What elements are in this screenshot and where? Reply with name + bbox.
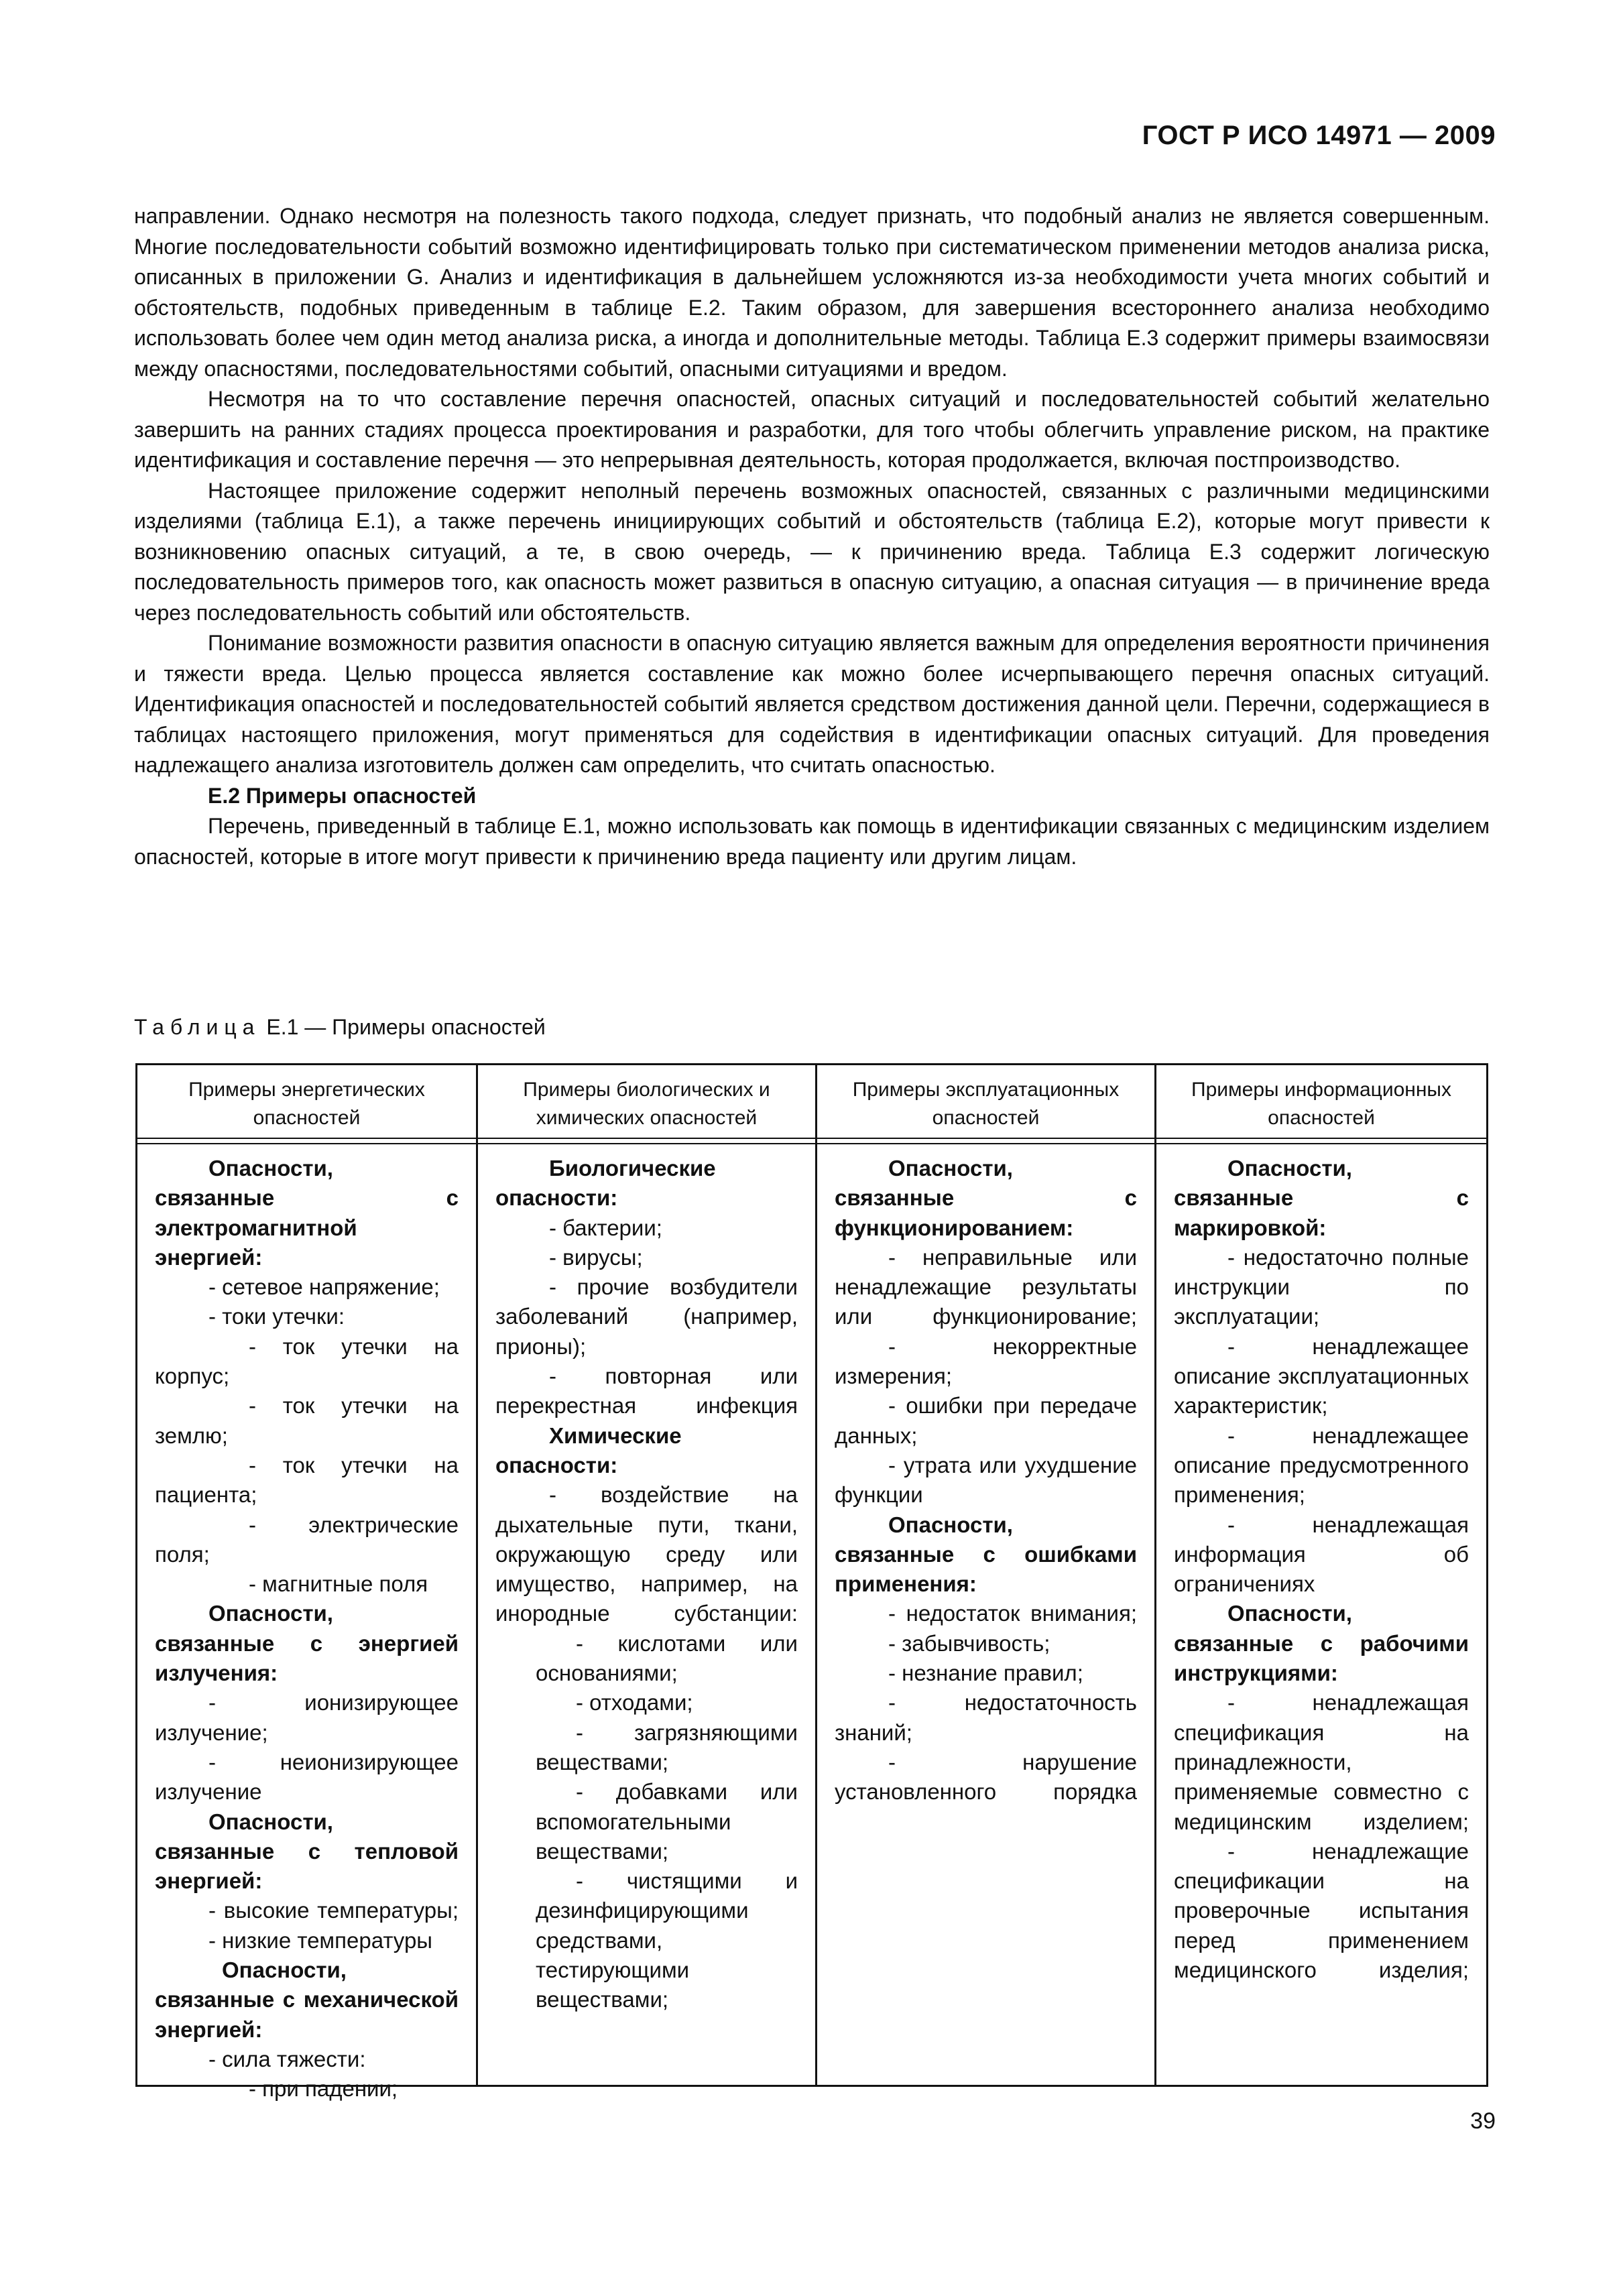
column-header-informational: Примеры информационных опасностей <box>1191 1079 1451 1129</box>
table-caption-title: Е.1 — Примеры опасностей <box>260 1015 546 1039</box>
table-cell-item: - ненадлежащие спецификации на проверочные испытания перед применением медицинского изделия; <box>1174 1838 1469 1983</box>
table-cell-item: - забывчивость; <box>888 1630 1050 1656</box>
table-cell-item: - ток утечки на пациента; <box>155 1452 459 1508</box>
table-cell-item: - незнание правил; <box>888 1660 1083 1686</box>
paragraph-3: Настоящее приложение содержит неполный перечень возможных опасностей, связанных с различными медицинскими изделиями (таблица Е.1), а также перечень инициирующих событий и обстоятельств (таблица Е.2), которые могут привести к возникновению опасных ситуаций, а те, в свою очередь, — к причинению вреда. Таблица Е.3 содержит логическую последовательность примеров того, как опасность может развиться в опасную ситуацию, а опасная ситуация — в причинение вреда через последовательность событий или обстоятельств. <box>134 478 1490 625</box>
body-text <box>134 201 1490 872</box>
table-cell-item: - ионизирующее излучение; <box>155 1690 459 1745</box>
table-cell-item: - токи утечки: <box>208 1304 345 1329</box>
table-cell-item: - ток утечки на землю; <box>155 1393 459 1448</box>
table-cell-item: - недостаток внимания; <box>888 1601 1137 1626</box>
table-cell-item: - сила тяжести: <box>208 2046 366 2071</box>
paragraph-4: Понимание возможности развития опасности в опасную ситуацию является важным для определения вероятности причинения и тяжести вреда. Целью процесса является составление как можно более исчерпывающего перечня опасных ситуаций. Идентификация опасностей и последовательностей событий является средством достижения данной цели. Перечни, содержащиеся в таблицах настоящего приложения, могут применяться для содействия в идентификации опасных ситуаций. Для проведения надлежащего анализа изготовитель должен сам определить, что считать опасностью. <box>134 631 1490 777</box>
table-cell-item: - отходами; <box>576 1690 693 1715</box>
table-cell-item: - загрязняющими веществами; <box>536 1719 798 1774</box>
table-cell-item: - воздействие на дыхательные пути, ткани, окружающую среду или имущество, например, на инородные субстанции: <box>495 1482 798 1626</box>
table-caption <box>134 1012 546 1042</box>
page-number: 39 <box>1470 2108 1496 2134</box>
table-cell-item: - утрата или ухудшение функции <box>835 1452 1137 1508</box>
table-column-operational <box>815 1065 1154 2085</box>
table-cell-item: Опасности, связанные с механической энергией: <box>155 1957 459 2042</box>
table-caption-label: Таблица <box>134 1015 261 1039</box>
table-cell-item: - магнитные поля <box>249 1571 428 1597</box>
table-column-biochem <box>476 1065 815 2085</box>
table-cell-item: - ненадлежащее описание предусмотренного применения; <box>1174 1423 1469 1508</box>
table-cell-item: - ненадлежащее описание эксплуатационных характеристик; <box>1174 1333 1469 1418</box>
table-cell-item: - неправильные или ненадлежащие результаты или функционирование; <box>835 1244 1137 1329</box>
table-cell-item: - чистящими и дезинфицирующими средствами, тестирующими веществами; <box>536 1868 798 2012</box>
table-cell-item: Опасности, связанные с рабочими инструкциями: <box>1174 1601 1469 1686</box>
table-column-energy <box>137 1065 476 2102</box>
table-cell-item: - низкие температуры <box>208 1927 433 1953</box>
table-cell-item: - неионизирующее излучение <box>155 1749 459 1805</box>
table-cell-item: - прочие возбудители заболеваний (например, прионы); <box>495 1274 798 1359</box>
table-cell-item: Биологические опасности: <box>495 1156 716 1211</box>
column-header-operational: Примеры эксплуатационных опасностей <box>852 1079 1120 1129</box>
section-heading: Е.2 Примеры опасностей <box>208 783 477 808</box>
hazards-table <box>135 1063 1488 2102</box>
paragraph-2: Несмотря на то что составление перечня опасностей, опасных ситуаций и последовательностей событий желательно завершить на ранних стадиях процесса проектирования и разработки, для того чтобы облегчить управление риском, на практике идентификация и составление перечня — это непрерывная деятельность, которая продолжается, включая постпроизводство. <box>134 387 1490 472</box>
table-cell-item: - ток утечки на корпус; <box>155 1333 459 1389</box>
table-cell-item: Опасности, связанные с тепловой энергией: <box>155 1809 459 1894</box>
header-divider <box>817 1138 1154 1144</box>
table-cell-item: - высокие температуры; <box>208 1898 459 1923</box>
table-cell-item: - добавками или вспомогательными веществами; <box>536 1779 798 1864</box>
table-cell-item: - ненадлежащая информация об ограничениях <box>1174 1512 1469 1597</box>
table-column-informational <box>1154 1065 1486 2085</box>
table-cell-item: Опасности, связанные с маркировкой: <box>1174 1156 1469 1240</box>
table-cell-item: - вирусы; <box>549 1244 643 1270</box>
table-cell-item: - ненадлежащая спецификация на принадлежности, применяемые совместно с медицинским изделием; <box>1174 1690 1469 1834</box>
table-cell-item: Опасности, связанные с энергией излучения: <box>155 1601 459 1686</box>
table-cell-item: Опасности, связанные с ошибками применения: <box>835 1512 1137 1597</box>
table-cell-item: - недостаточно полные инструкции по эксплуатации; <box>1174 1244 1469 1329</box>
table-cell-item: - при падении; <box>249 2076 398 2102</box>
paragraph-1: направлении. Однако несмотря на полезность такого подхода, следует признать, что подобный анализ не является совершенным. Многие последовательности событий возможно идентифицировать только при систематическом применении методов анализа риска, описанных в приложении G. Анализ и идентификация в дальнейшем усложняются из-за необходимости учета многих событий и обстоятельств, подобных приведенным в таблице Е.2. Таким образом, для завершения всестороннего анализа необходимо использовать более чем один метод анализа риска, а иногда и дополнительные методы. Таблица Е.3 содержит примеры взаимосвязи между опасностями, последовательностями событий, опасными ситуациями и вредом. <box>134 204 1490 381</box>
table-cell-item: - некорректные измерения; <box>835 1333 1137 1389</box>
table-cell-item: - сетевое напряжение; <box>208 1274 440 1300</box>
column-header-energy: Примеры энергетических опасностей <box>188 1079 425 1129</box>
table-cell-item: Опасности, связанные с электромагнитной энергией: <box>155 1156 459 1270</box>
document-header: ГОСТ Р ИСО 14971 — 2009 <box>1142 121 1496 150</box>
table-cell-item: - повторная или перекрестная инфекция <box>495 1364 798 1418</box>
table-cell-item: Опасности, связанные с функционированием: <box>835 1156 1137 1240</box>
header-divider <box>1156 1138 1486 1144</box>
table-cell-item: - нарушение установленного порядка <box>835 1749 1137 1805</box>
table-cell-item: - электрические поля; <box>155 1512 459 1567</box>
table-cell-item: - бактерии; <box>549 1215 662 1240</box>
table-cell-item: - кислотами или основаниями; <box>536 1630 798 1686</box>
table-cell-item: - ошибки при передаче данных; <box>835 1393 1137 1448</box>
column-header-biochem: Примеры биологических и химических опасностей <box>523 1079 770 1129</box>
header-divider <box>478 1138 815 1144</box>
section-text: Перечень, приведенный в таблице Е.1, можно использовать как помощь в идентификации связанных с медицинским изделием опасностей, которые в итоге могут привести к причинению вреда пациенту или другим лицам. <box>134 814 1490 869</box>
table-cell-item: - недостаточность знаний; <box>835 1690 1137 1745</box>
header-divider <box>137 1138 476 1144</box>
table-cell-item: Химические опасности: <box>495 1423 682 1477</box>
